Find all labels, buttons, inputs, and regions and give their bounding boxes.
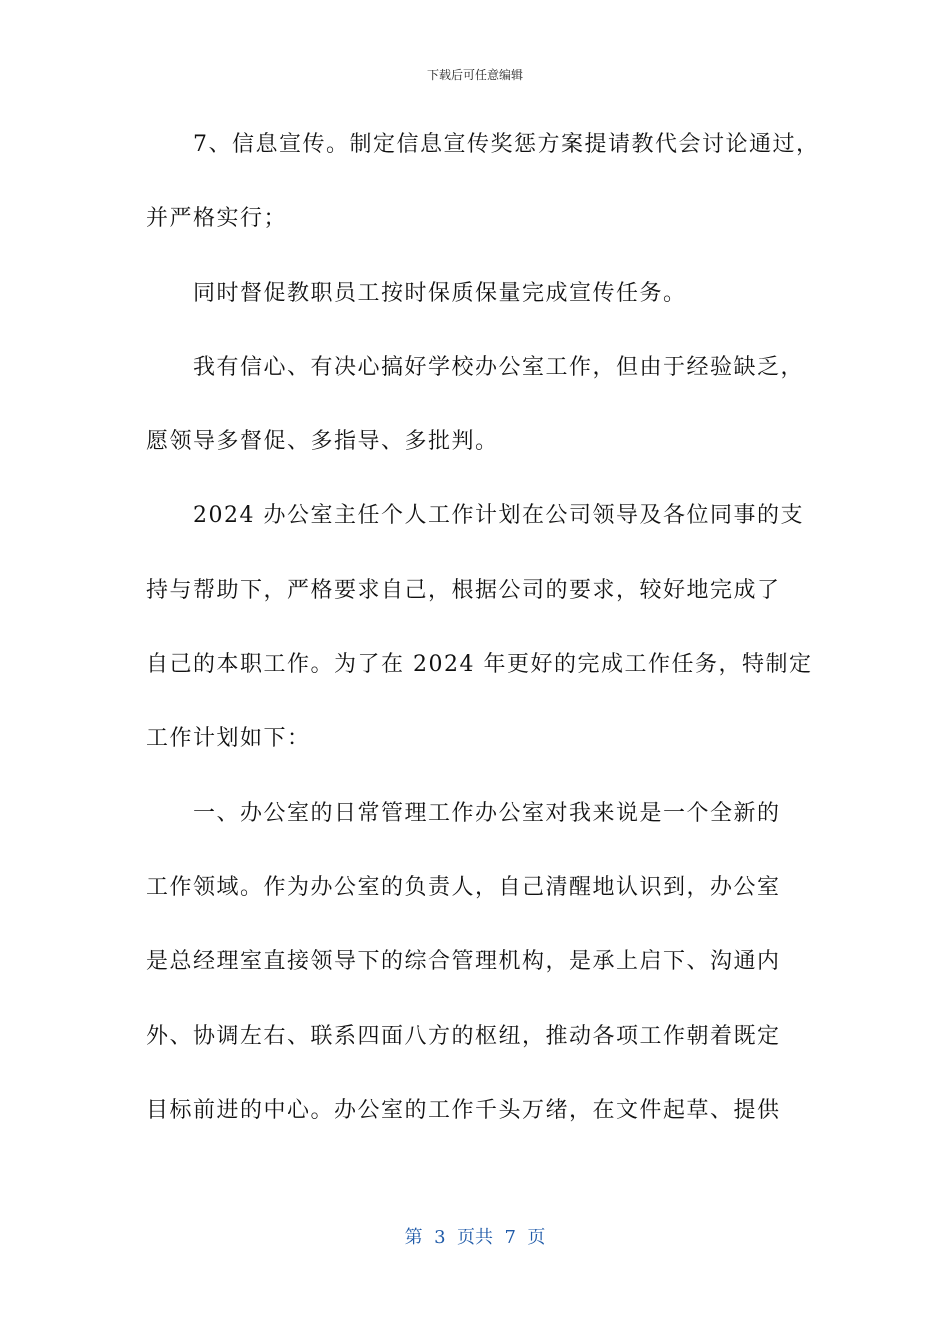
- document-body: [146, 108, 820, 1148]
- text-line: 一、办公室的日常管理工作办公室对我来说是一个全新的: [193, 800, 781, 826]
- text-line: 愿领导多督促、多指导、多批判。: [146, 429, 499, 455]
- text-line: 自己的本职工作。为了在 2024 年更好的完成工作任务，特制定: [146, 652, 813, 678]
- text-line: 持与帮助下，严格要求自己，根据公司的要求，较好地完成了: [146, 577, 781, 603]
- text-line: 目标前进的中心。办公室的工作千头万绪，在文件起草、提供: [146, 1097, 781, 1123]
- text-line: 我有信心、有决心搞好学校办公室工作，但由于经验缺乏，: [193, 354, 805, 380]
- page-header: 下载后可任意编辑: [426, 68, 523, 82]
- text-line: 7、信息宣传。制定信息宣传奖惩方案提请教代会讨论通过，: [193, 132, 820, 157]
- page-number-footer: 第 3 页共 7 页: [404, 1227, 546, 1248]
- text-line: 是总经理室直接领导下的综合管理机构，是承上启下、沟通内: [146, 949, 781, 975]
- text-line: 同时督促教职员工按时保质保量完成宣传任务。: [193, 280, 687, 306]
- text-line: 外、协调左右、联系四面八方的枢纽，推动各项工作朝着既定: [146, 1023, 781, 1049]
- text-line: 工作计划如下：: [146, 726, 311, 752]
- text-line: 工作领域。作为办公室的负责人，自己清醒地认识到，办公室: [146, 874, 781, 900]
- text-line: 并严格实行；: [146, 206, 288, 232]
- text-line: 2024 办公室主任个人工作计划在公司领导及各位同事的支: [193, 503, 804, 529]
